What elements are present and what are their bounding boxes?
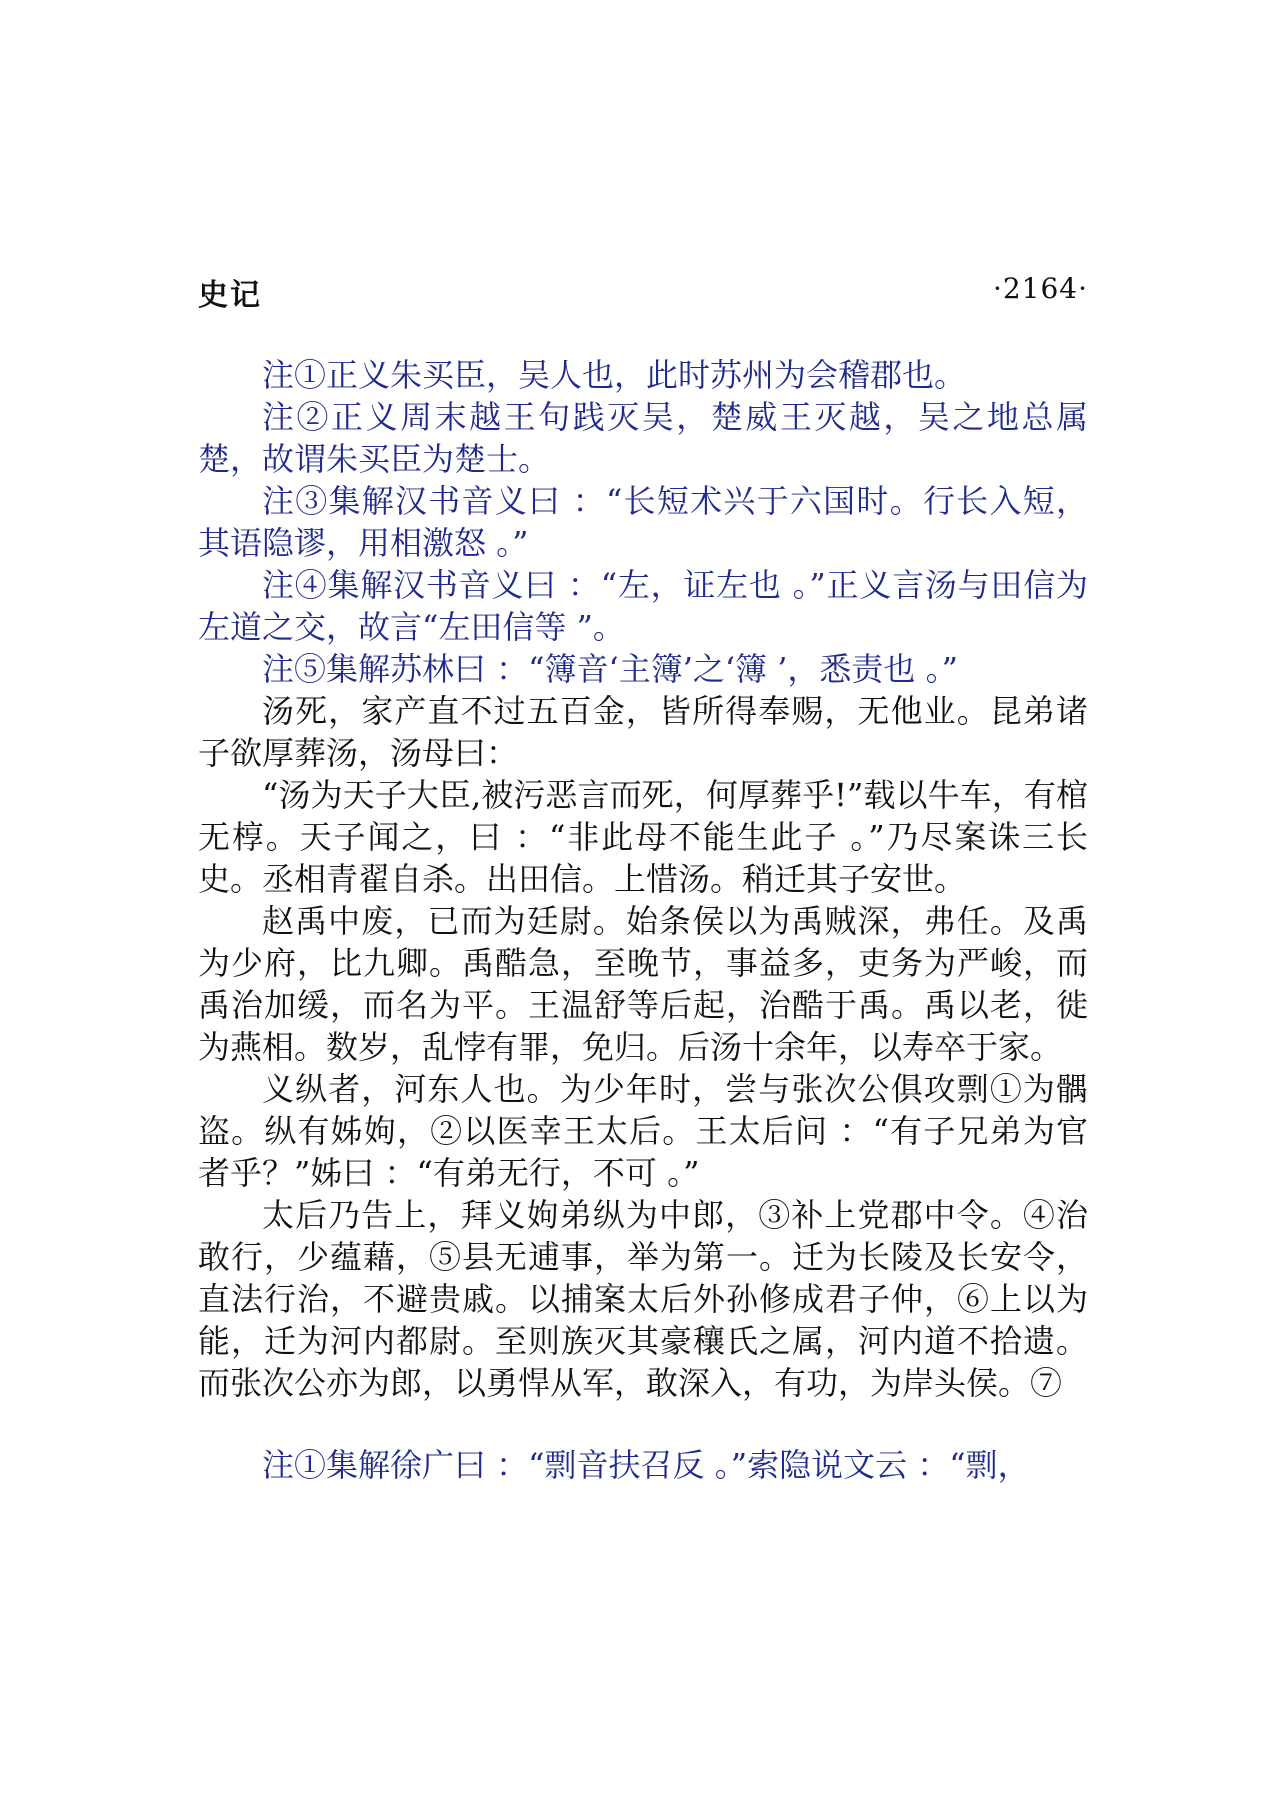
running-header — [198, 270, 1088, 313]
page-number: ·2164· — [992, 272, 1088, 305]
annotation-note-1: 注①正义朱买臣，吴人也，此时苏州为会稽郡也。 — [262, 356, 967, 394]
page-body — [198, 354, 1088, 1486]
body-paragraph-5: 太后乃告上，拜义姁弟纵为中郎，③补上党郡中令。④治敢行，少蕴藉，⑤县无逋事，举为第一。迁为长陵及长安令，直法行治，不避贵戚。以捕案太后外孙修成君子仲，⑥上以为能，迁为河内都尉。至则族灭其豪穰氏之属，河内道不拾遗。而张次公亦为郎，以勇悍从军，敢深入，有功，为岸头侯。⑦ — [198, 1196, 1088, 1402]
annotation-note-4: 注④集解汉书音义曰 ：“左，证左也 。”正义言汤与田信为左道之交，故言“左田信等 ”。 — [198, 566, 1088, 646]
body-paragraph-3: 赵禹中废，已而为廷尉。始条侯以为禹贼深，弗任。及禹为少府，比九卿。禹酷急，至晚节，事益多，吏务为严峻，而禹治加缓，而名为平。王温舒等后起，治酷于禹。禹以老，徙为燕相。数岁，乱悖有罪，免归。后汤十余年，以寿卒于家。 — [198, 902, 1088, 1066]
body-paragraph-2: “汤为天子大臣,被污恶言而死，何厚葬乎!”载以牛车，有棺无椁。天子闻之，曰 ：“非此母不能生此子 。”乃尽案诛三长史。丞相青翟自杀。出田信。上惜汤。稍迁其子安世。 — [198, 776, 1088, 898]
annotation-note-bottom-1: 注①集解徐广曰 ：“剽音扶召反 。”索隐说文云 ：“剽， — [262, 1446, 1030, 1484]
annotation-note-3: 注③集解汉书音义曰 ：“长短术兴于六国时。行长入短，其语隐谬，用相激怒 。” — [198, 482, 1088, 562]
annotation-note-5: 注⑤集解苏林曰 ：“簿音‘主簿’之‘簿 ’，悉责也 。” — [262, 650, 958, 688]
annotation-note-2: 注②正义周末越王句践灭吴，楚威王灭越，吴之地总属楚，故谓朱买臣为楚士。 — [198, 398, 1088, 478]
section-gap — [198, 1404, 1088, 1444]
book-title: 史记 — [198, 278, 262, 313]
body-paragraph-4: 义纵者，河东人也。为少年时，尝与张次公俱攻剽①为髃盗。纵有姊姁，②以医幸王太后。王太后问 ：“有子兄弟为官者乎？”姊曰 ：“有弟无行，不可 。” — [198, 1070, 1088, 1192]
body-paragraph-1: 汤死，家产直不过五百金，皆所得奉赐，无他业。昆弟诸子欲厚葬汤，汤母曰： — [198, 692, 1088, 772]
